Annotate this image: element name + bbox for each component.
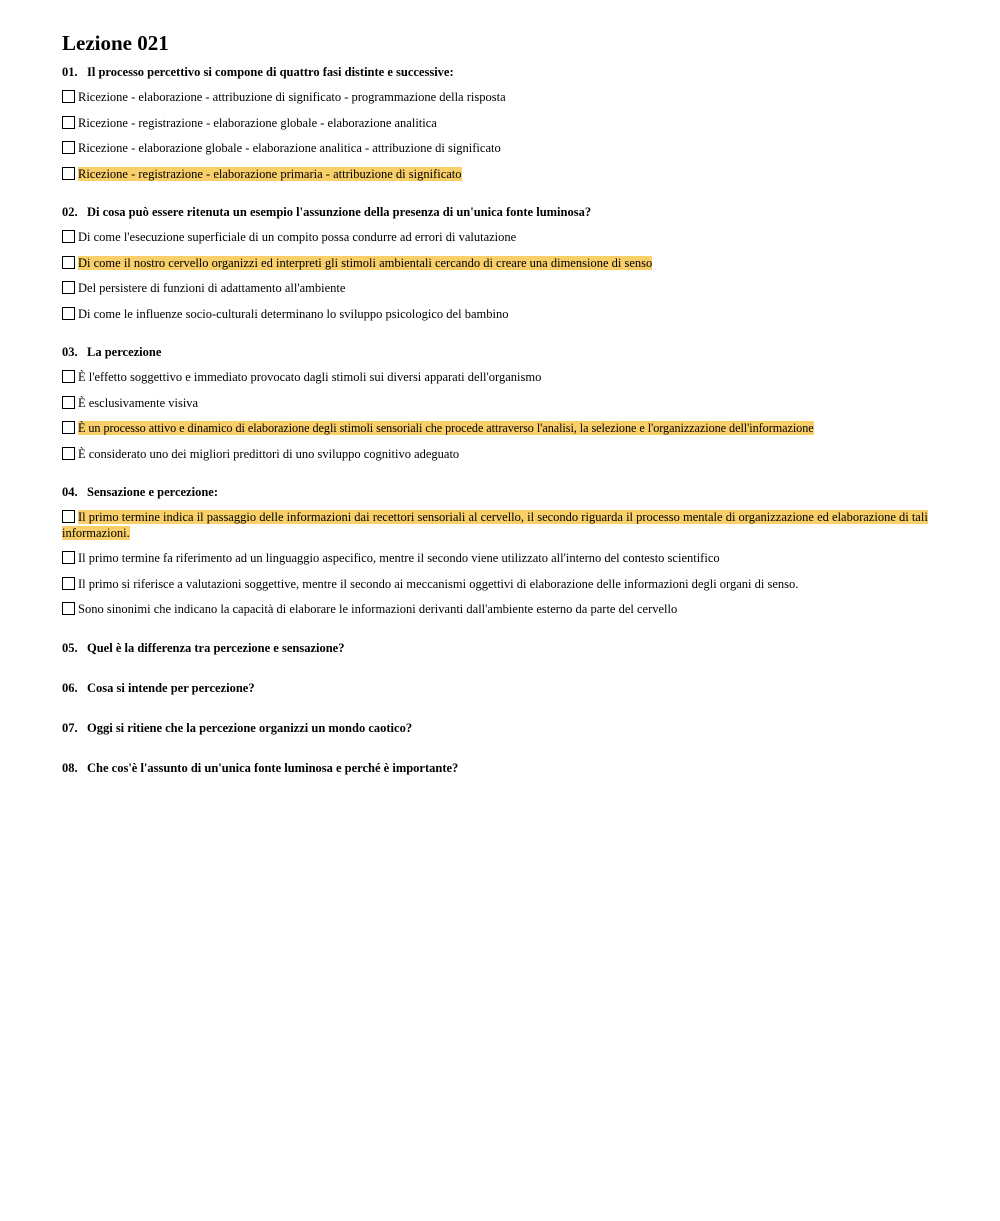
answer-text: È l'effetto soggettivo e immediato provocato dagli stimoli sui diversi apparati dell'organismo bbox=[78, 370, 542, 384]
question-label: Di cosa può essere ritenuta un esempio l'assunzione della presenza di un'unica fonte luminosa? bbox=[87, 205, 592, 219]
answer-option bbox=[62, 602, 938, 618]
answer-option bbox=[62, 396, 938, 412]
answer-option bbox=[62, 167, 938, 183]
question-text bbox=[62, 640, 938, 656]
answer-text: È esclusivamente visiva bbox=[78, 395, 199, 410]
answer-option bbox=[62, 370, 938, 386]
answer-checkbox[interactable] bbox=[62, 577, 75, 590]
answer-text: Del persistere di funzioni di adattamento all'ambiente bbox=[78, 281, 346, 295]
page-title: Lezione 021 bbox=[62, 31, 169, 55]
answer-checkbox[interactable] bbox=[62, 510, 75, 523]
question-text bbox=[62, 204, 938, 220]
question-label: Quel è la differenza tra percezione e sensazione? bbox=[87, 640, 345, 655]
question-number: 05. bbox=[62, 640, 78, 655]
question-07 bbox=[62, 720, 938, 736]
answer-text: Di come l'esecuzione superficiale di un compito possa condurre ad errori di valutazione bbox=[78, 230, 517, 244]
question-text bbox=[62, 484, 938, 500]
answer-option bbox=[62, 551, 938, 567]
question-label: Oggi si ritiene che la percezione organizzi un mondo caotico? bbox=[87, 720, 413, 735]
answer-checkbox[interactable] bbox=[62, 421, 75, 434]
question-06 bbox=[62, 680, 938, 696]
answer-checkbox[interactable] bbox=[62, 116, 75, 129]
question-number: 01. bbox=[62, 65, 78, 79]
question-text bbox=[62, 680, 938, 696]
question-03 bbox=[62, 344, 938, 462]
answer-text: È considerato uno dei migliori predittori di uno sviluppo cognitivo adeguato bbox=[78, 446, 460, 461]
answer-text: Ricezione - registrazione - elaborazione globale - elaborazione analitica bbox=[78, 115, 437, 130]
question-label: Che cos'è l'assunto di un'unica fonte luminosa e perché è importante? bbox=[87, 760, 459, 775]
document-page bbox=[62, 30, 938, 776]
answer-text-highlighted: È un processo attivo e dinamico di elaborazione degli stimoli sensoriali che procede attraverso l'analisi, la selezione e l'organizzazione dell'informazione bbox=[78, 421, 814, 435]
answer-checkbox[interactable] bbox=[62, 167, 75, 180]
answer-checkbox[interactable] bbox=[62, 551, 75, 564]
answer-text: Il primo termine fa riferimento ad un linguaggio aspecifico, mentre il secondo viene utilizzato all'interno del contesto scientifico bbox=[78, 551, 720, 565]
answer-option bbox=[62, 116, 938, 132]
question-04 bbox=[62, 484, 938, 618]
answer-option bbox=[62, 447, 938, 463]
answer-checkbox[interactable] bbox=[62, 281, 75, 294]
question-text bbox=[62, 344, 938, 360]
answer-checkbox[interactable] bbox=[62, 396, 75, 409]
answer-checkbox[interactable] bbox=[62, 230, 75, 243]
answer-text-highlighted: Ricezione - registrazione - elaborazione primaria - attribuzione di significato bbox=[78, 166, 462, 181]
answer-option bbox=[62, 510, 938, 541]
answer-checkbox[interactable] bbox=[62, 370, 75, 383]
answer-option bbox=[62, 577, 938, 593]
answer-checkbox[interactable] bbox=[62, 90, 75, 103]
question-number: 06. bbox=[62, 680, 78, 695]
answer-option bbox=[62, 421, 938, 437]
answer-checkbox[interactable] bbox=[62, 307, 75, 320]
answer-option bbox=[62, 90, 938, 106]
answer-text-highlighted: Di come il nostro cervello organizzi ed interpreti gli stimoli ambientali cercando di creare una dimensione di senso bbox=[78, 255, 653, 270]
answer-option bbox=[62, 281, 938, 297]
question-text bbox=[62, 720, 938, 736]
question-05 bbox=[62, 640, 938, 656]
answer-text: Di come le influenze socio-culturali determinano lo sviluppo psicologico del bambino bbox=[78, 306, 509, 321]
question-label: Sensazione e percezione: bbox=[87, 485, 218, 499]
answer-checkbox[interactable] bbox=[62, 447, 75, 460]
answer-text: Sono sinonimi che indicano la capacità di elaborare le informazioni derivanti dall'ambiente esterno da parte del cervello bbox=[78, 602, 678, 616]
answer-checkbox[interactable] bbox=[62, 141, 75, 154]
question-number: 08. bbox=[62, 760, 78, 775]
answer-option bbox=[62, 256, 938, 272]
question-08 bbox=[62, 760, 938, 776]
question-number: 04. bbox=[62, 485, 78, 499]
question-label: La percezione bbox=[87, 345, 162, 359]
question-label: Cosa si intende per percezione? bbox=[87, 680, 255, 695]
answer-option bbox=[62, 141, 938, 157]
answer-text: Ricezione - elaborazione globale - elaborazione analitica - attribuzione di significato bbox=[78, 141, 501, 155]
question-number: 02. bbox=[62, 205, 78, 219]
question-text bbox=[62, 760, 938, 776]
question-text bbox=[62, 64, 938, 80]
question-02 bbox=[62, 204, 938, 322]
answer-option bbox=[62, 230, 938, 246]
answer-checkbox[interactable] bbox=[62, 602, 75, 615]
question-number: 07. bbox=[62, 720, 78, 735]
question-01 bbox=[62, 64, 938, 182]
answer-text: Il primo si riferisce a valutazioni soggettive, mentre il secondo ai meccanismi oggettivi di elaborazione delle informazioni degli organi di senso. bbox=[78, 576, 799, 591]
answer-text-highlighted: Il primo termine indica il passaggio delle informazioni dai recettori sensoriali al cervello, il secondo riguarda il processo mentale di organizzazione ed elaborazione di tali informazioni. bbox=[62, 510, 928, 540]
answer-checkbox[interactable] bbox=[62, 256, 75, 269]
question-number: 03. bbox=[62, 345, 78, 359]
answer-option bbox=[62, 307, 938, 323]
question-label: Il processo percettivo si compone di quattro fasi distinte e successive: bbox=[87, 65, 454, 79]
answer-text: Ricezione - elaborazione - attribuzione di significato - programmazione della risposta bbox=[78, 90, 506, 104]
